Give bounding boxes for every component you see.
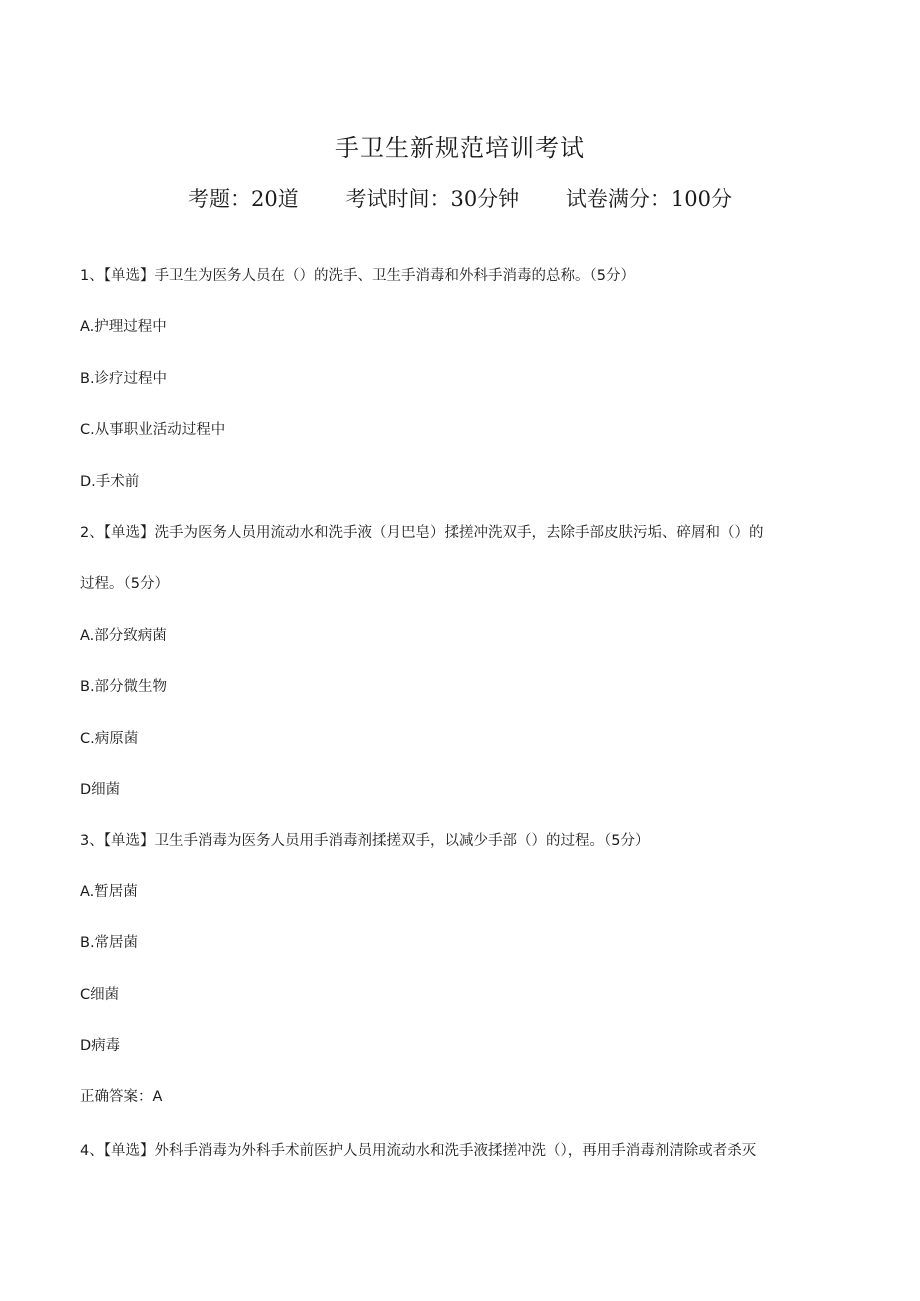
question-count: 考题：20道 bbox=[188, 187, 299, 211]
q3-option-b: B.常居菌 bbox=[80, 935, 139, 951]
exam-meta bbox=[0, 183, 920, 213]
exam-duration: 考试时间：30分钟 bbox=[345, 187, 520, 211]
q1-option-b: B.诊疗过程中 bbox=[80, 371, 168, 387]
q3-answer: 正确答案：A bbox=[80, 1089, 163, 1105]
q3-option-a: A.暂居菌 bbox=[80, 884, 138, 900]
q2-option-d: D细菌 bbox=[80, 782, 121, 798]
question-2: 2、【单选】洗手为医务人员用流动水和洗手液（月巴皂）揉搓冲洗双手，去除手部皮肤污垢、碎屑和（）的 bbox=[80, 525, 764, 541]
question-4: 4、【单选】外科手消毒为外科手术前医护人员用流动水和洗手液揉搓冲洗（），再用手消毒剂清除或者杀灭 bbox=[80, 1143, 757, 1159]
q1-option-d: D.手术前 bbox=[80, 474, 140, 490]
q2-option-b: B.部分微生物 bbox=[80, 679, 168, 695]
q3-option-c: C细菌 bbox=[80, 987, 120, 1003]
full-score: 试卷满分：100分 bbox=[565, 187, 732, 211]
question-3: 3、【单选】卫生手消毒为医务人员用手消毒剂揉搓双手，以减少手部（）的过程。（5分） bbox=[80, 833, 650, 849]
question-2-cont: 过程。（5分） bbox=[80, 576, 169, 592]
q2-option-c: C.病原菌 bbox=[80, 731, 139, 747]
q2-option-a: A.部分致病菌 bbox=[80, 628, 167, 644]
q3-option-d: D病毒 bbox=[80, 1038, 121, 1054]
q1-option-c: C.从事职业活动过程中 bbox=[80, 422, 226, 438]
exam-title: 手卫生新规范培训考试 bbox=[335, 134, 585, 162]
q1-option-a: A.护理过程中 bbox=[80, 319, 167, 335]
question-1: 1、【单选】手卫生为医务人员在（）的洗手、卫生手消毒和外科手消毒的总称。（5分） bbox=[80, 268, 635, 284]
